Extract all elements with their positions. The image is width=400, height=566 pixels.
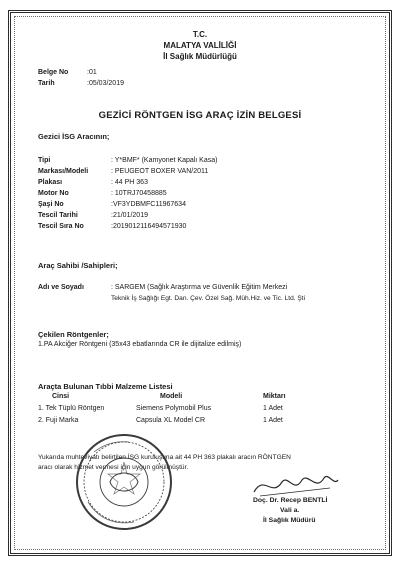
equipment-row-cinsi: 1. Tek Tüplü Röntgen <box>38 405 105 412</box>
approval-statement-line1: Yukarıda muhteviyatı belirtilen İSG kuruluşuna ait 44 PH 363 plakalı aracın RÖNTGEN <box>38 454 291 461</box>
vehicle-field-value: : PEUGEOT BOXER VAN/2011 <box>111 168 209 175</box>
vehicle-field-label: Motor No <box>38 190 69 197</box>
owner-name-line2: Teknik İş Sağlığı Egt. Dan. Çev. Özel Sağ. Müh.Hiz. ve Tic. Ltd. Şti <box>111 295 306 302</box>
xrays-heading: Çekilen Röntgenler; <box>38 330 109 339</box>
vehicle-field-value: :21/01/2019 <box>111 212 148 219</box>
vehicle-field-label: Tescil Sıra No <box>38 223 84 230</box>
vehicle-field-value: : 10TRJ70458885 <box>111 190 167 197</box>
header-governorship: MALATYA VALİLİĞİ <box>163 41 237 50</box>
owner-heading: Araç Sahibi /Sahipleri; <box>38 261 118 270</box>
signatory-title-2: İl Sağlık Müdürü <box>263 517 316 524</box>
tarih-value: :05/03/2019 <box>87 80 124 87</box>
equipment-row-cinsi: 2. Fuji Marka <box>38 417 79 424</box>
tarih-label: Tarih <box>38 80 55 87</box>
vehicle-field-label: Tescil Tarihi <box>38 212 78 219</box>
belge-no-value: :01 <box>87 69 97 76</box>
document-title: GEZİCİ RÖNTGEN İSG ARAÇ İZİN BELGESİ <box>98 110 302 121</box>
signature-icon <box>250 470 340 500</box>
vehicle-field-label: Markası/Modeli <box>38 168 89 175</box>
equipment-heading: Araçta Bulunan Tıbbi Malzeme Listesi <box>38 382 173 391</box>
equipment-row-modeli: Siemens Polymobil Plus <box>136 405 212 412</box>
equipment-col-cinsi: Cinsi <box>52 393 70 400</box>
vehicle-field-value: :VF3YDBMFC11967634 <box>111 201 186 208</box>
vehicle-field-label: Plakası <box>38 179 63 186</box>
signatory-name: Doç. Dr. Recep BENTLİ <box>253 497 328 504</box>
vehicle-field-label: Şaşi No <box>38 201 64 208</box>
equipment-col-miktari: Miktarı <box>263 393 286 400</box>
signatory-title-1: Vali a. <box>280 507 300 514</box>
vehicle-field-value: : 44 PH 363 <box>111 179 148 186</box>
belge-no-label: Belge No <box>38 69 69 76</box>
equipment-col-modeli: Modeli <box>160 393 183 400</box>
owner-name-label: Adı ve Soyadı <box>38 284 84 291</box>
owner-name-line1: : SARGEM (Sağlık Araştırma ve Güvenlik Eğitim Merkezi <box>111 284 288 291</box>
equipment-row-miktari: 1 Adet <box>263 417 283 424</box>
vehicle-field-value: : Y*BMF* (Kamyonet Kapalı Kasa) <box>111 157 218 164</box>
vehicle-heading: Gezici İSG Aracının; <box>38 132 110 141</box>
official-seal-icon <box>74 432 174 532</box>
approval-statement-line2: aracı olarak hizmet vermesi için uygun görülmüştür. <box>38 464 189 471</box>
equipment-row-modeli: Capsula XL Model CR <box>136 417 205 424</box>
xrays-item: 1.PA Akciğer Röntgeni (35x43 ebatlarında CR ile dijitalize edilmiş) <box>38 341 242 348</box>
equipment-row-miktari: 1 Adet <box>263 405 283 412</box>
header-country: T.C. <box>192 30 208 39</box>
vehicle-field-value: :20190121164945719​30 <box>111 223 187 230</box>
vehicle-field-label: Tipi <box>38 157 51 164</box>
header-directorate: İl Sağlık Müdürlüğü <box>163 52 237 61</box>
